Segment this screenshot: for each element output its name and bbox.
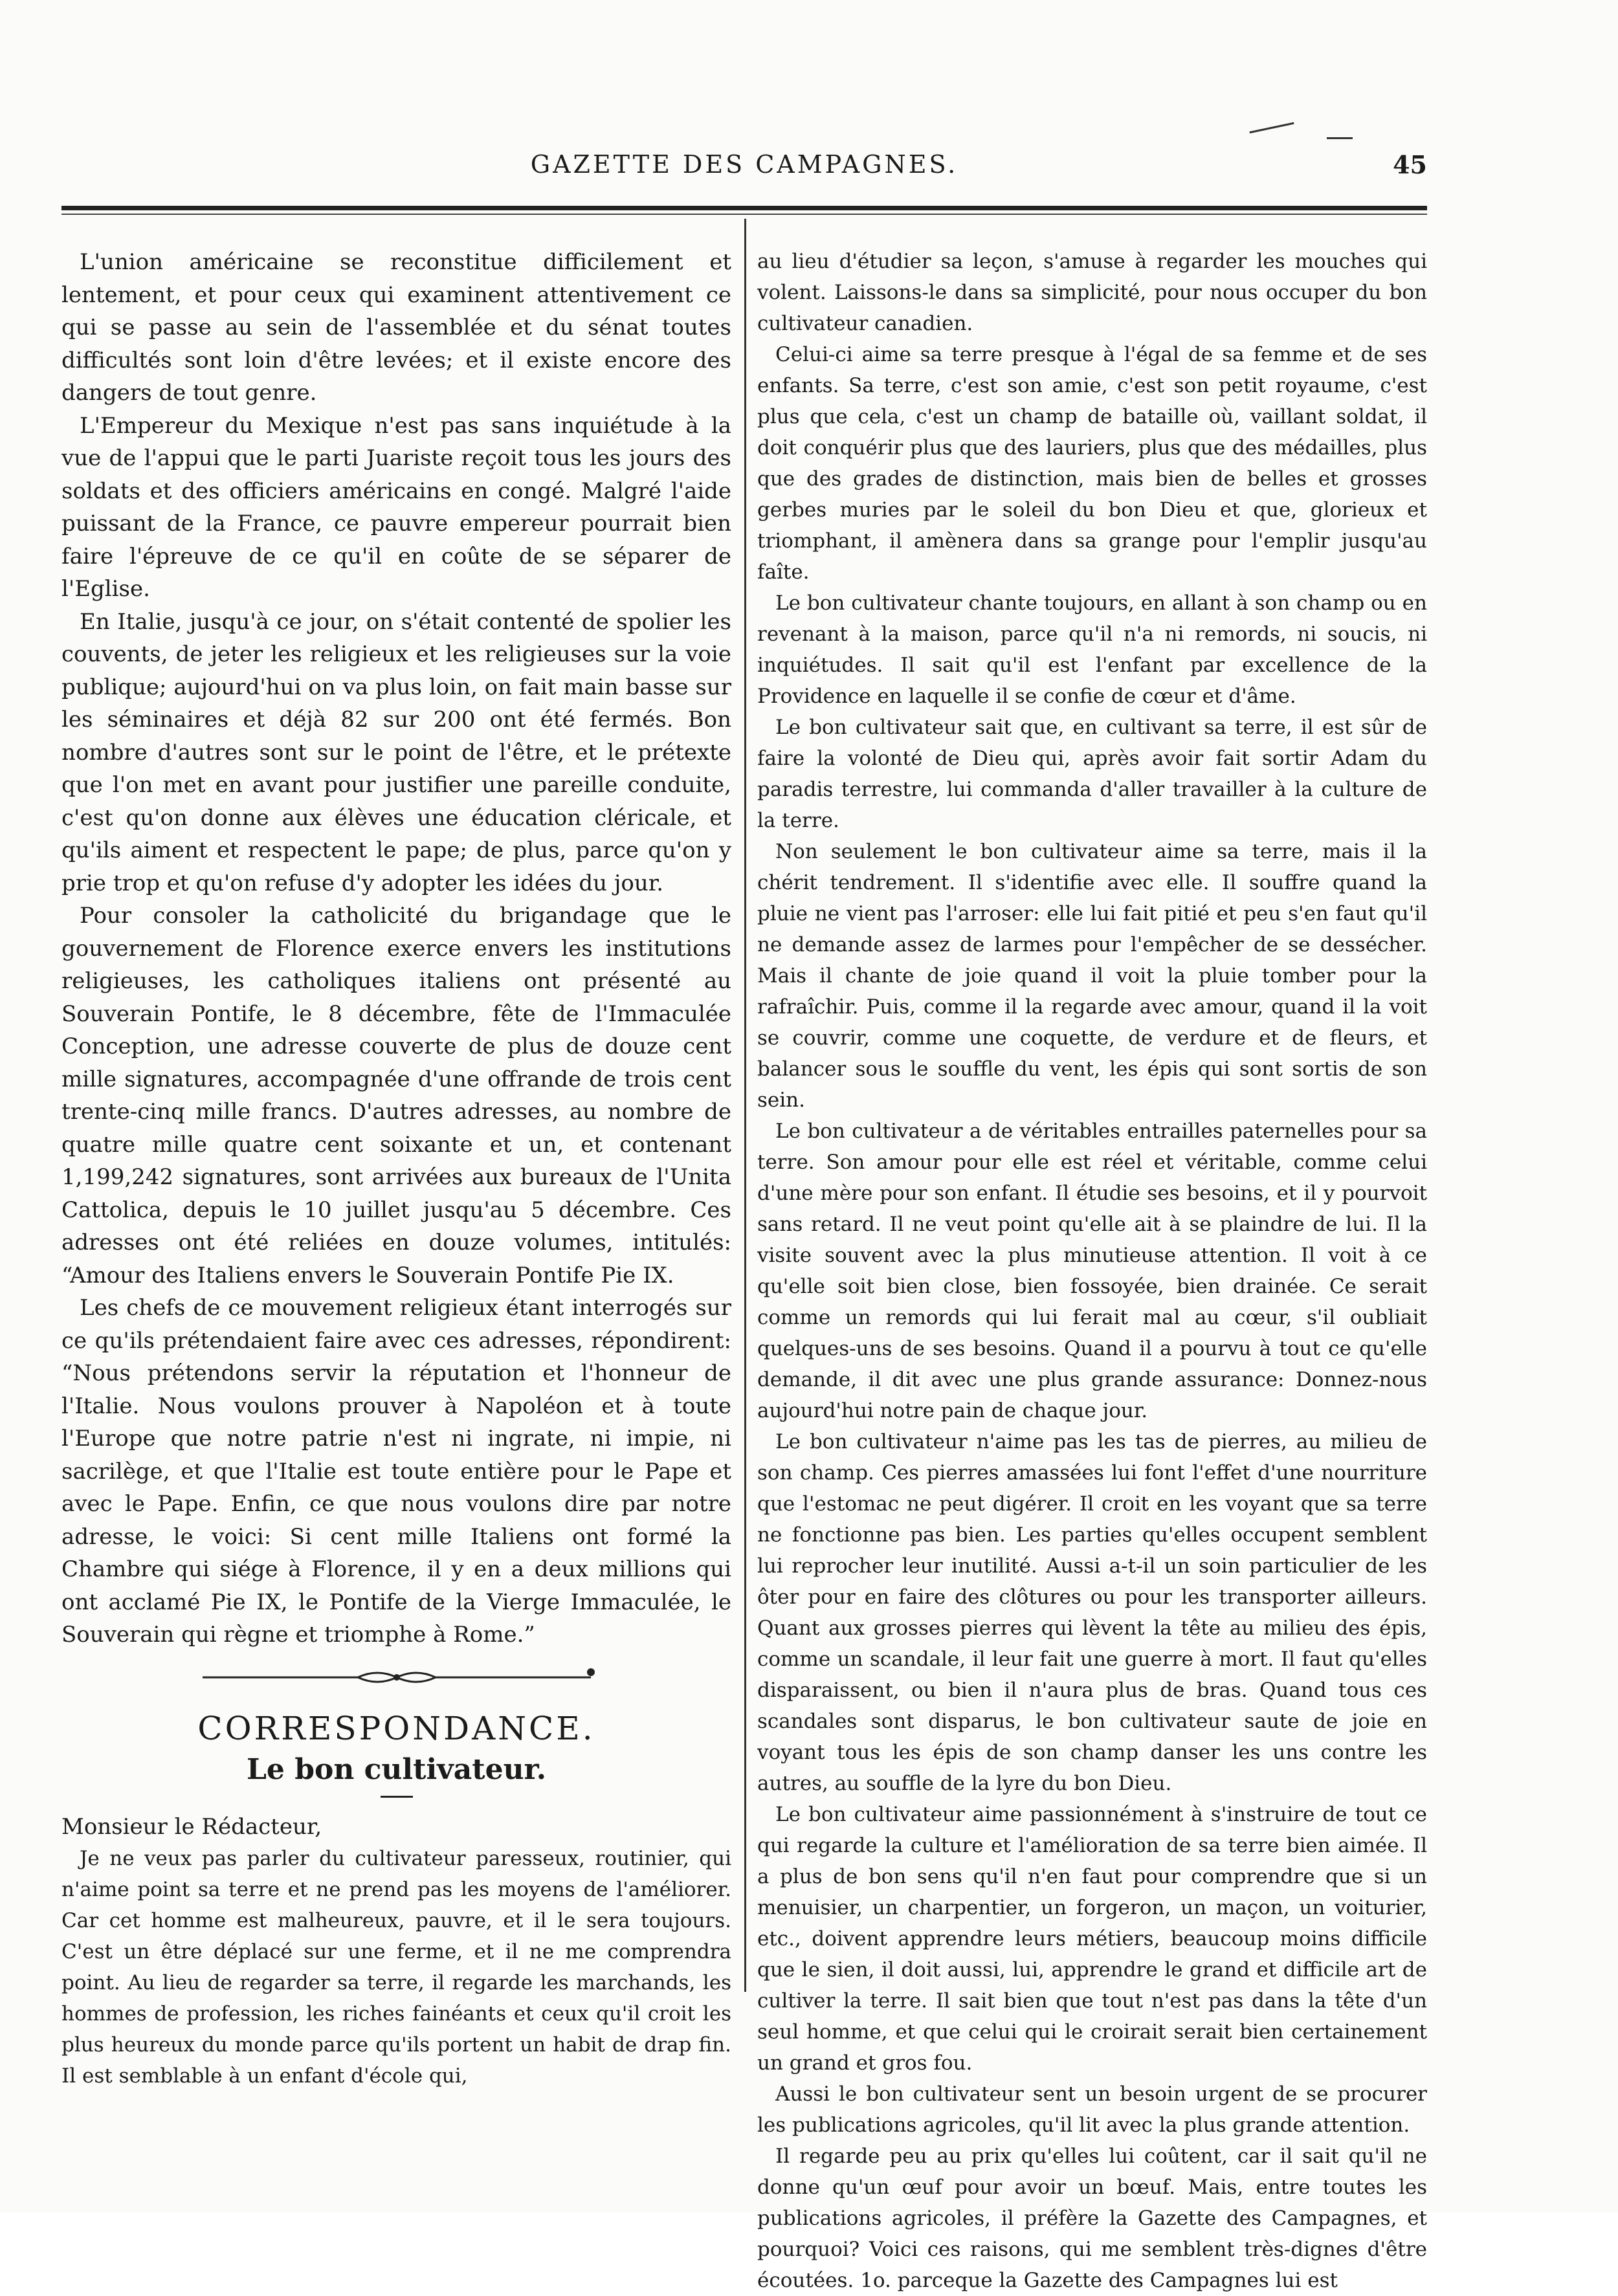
page-number: 45 <box>1393 150 1427 179</box>
letter-paragraph: Je ne veux pas parler du cultivateur paresseux, routinier, qui n'aime point sa terre et ne prend pas les moyens de l'améliorer. Car cet homme est malheureux, pauvre, et il le sera toujours. C'est un être déplacé sur une ferme, et il ne me comprendra point. Au lieu de regarder sa terre, il regarde les marchands, les hommes de profession, les riches fainéants et ceux qu'il croit les plus heureux du monde parce qu'ils portent un habit de drap fin. Il est semblable à un enfant d'école qui, <box>61 1847 731 2088</box>
letter-paragraph: Aussi le bon cultivateur sent un besoin urgent de se procurer les publications agricoles, qu'il lit avec la plus grande attention. <box>757 2082 1427 2137</box>
letter-paragraph: Non seulement le bon cultivateur aime sa terre, mais il la chérit tendrement. Il s'identifie avec elle. Il souffre quand la pluie ne vient pas l'arroser: elle lui fait pitié et peu s'en faut qu'il ne demande assez de larmes pour l'empêcher de se dessécher. Mais il chante de joie quand il voit la pluie tomber pour la rafraîchir. Puis, comme il la regarde avec amour, quand il la voit se couvrir, comme une coquette, de verdure et de fleurs, et balancer sous le souffle du vent, les épis qui sont sortis de son sein. <box>757 840 1427 1112</box>
header-rule-thin <box>61 214 1427 215</box>
right-column <box>757 246 1427 2296</box>
page-header <box>61 150 1427 189</box>
column-divider <box>744 219 746 1992</box>
letter-paragraph: Il regarde peu au prix qu'elles lui coûtent, car il sait qu'il ne donne qu'un œuf pour avoir un bœuf. Mais, entre toutes les publications agricoles, il préfère la Gazette des Campagnes, et pourquoi? Voici ces raisons, qui me semblent très-dignes d'être écoutées. 1o. parceque la Gazette des Campagnes lui est <box>757 2145 1427 2292</box>
ink-mark <box>1249 122 1294 133</box>
news-paragraph: L'union américaine se reconstitue difficilement et lentement, et pour ceux qui examinent attentivement ce qui se passe au sein de l'assemblée et du sénat toutes difficultés sont loin d'être levées; et il existe encore des dangers de tout genre. <box>61 249 731 406</box>
section-heading: CORRESPONDANCE. <box>197 1709 595 1747</box>
letter-paragraph: Le bon cultivateur n'aime pas les tas de pierres, au milieu de son champ. Ces pierres amassées lui font l'effet d'une nourriture que l'estomac ne peut digérer. Il croit en les voyant que sa terre ne fonctionne pas bien. Les parties qu'elles occupent semblent lui reprocher leur inutilité. Aussi a-t-il un soin particulier de les ôter pour en faire des clôtures ou pour les transporter ailleurs. Quant aux grosses pierres qui lèvent la tête au milieu des épis, comme un scandale, il leur fait une guerre à mort. Il faut qu'elles disparaissent, ou bien il n'aura plus de bras. Quand tous ces scandales sont disparus, le bon cultivateur saute de joie en voyant tous les épis de son champ danser les uns contre les autres, au souffle de la lyre du bon Dieu. <box>757 1430 1427 1795</box>
letter-paragraph: au lieu d'étudier sa leçon, s'amuse à regarder les mouches qui volent. Laissons-le dans sa simplicité, pour nous occuper du bon cultivateur canadien. <box>757 250 1427 335</box>
letter-paragraph: Le bon cultivateur aime passionnément à s'instruire de tout ce qui regarde la culture et l'amélioration de sa terre bien aimée. Il a plus de bon sens qu'il n'en faut pour comprendre que si un menuisier, un charpentier, un forgeron, un maçon, un voiturier, etc., doivent apprendre leurs métiers, beaucoup moins difficile que le sien, il doit aussi, lui, apprendre le grand et difficile art de cultiver la terre. Il sait bien que tout n'est pas dans la tête d'un seul homme, et que celui qui le croirait serait bien certainement un grand et gros fou. <box>757 1803 1427 2075</box>
letter-paragraph: Le bon cultivateur a de véritables entrailles paternelles pour sa terre. Son amour pour elle est réel et véritable, comme celui d'une mère pour son enfant. Il étudie ses besoins, et il y pourvoit sans retard. Il ne veut point qu'elle ait à se plaindre de lui. Il la visite souvent avec la plus minutieuse attention. Il voit à ce qu'elle soit bien close, bien fossoyée, bien drainée. Ce serait comme un remords qui lui ferait mal au cœur, s'il oubliait quelques-uns de ses besoins. Quand il a pourvu à tout ce qu'elle demande, il dit avec une plus grande assurance: Donnez-nous aujourd'hui notre pain de chaque jour. <box>757 1120 1427 1422</box>
article-title: Le bon cultivateur. <box>246 1753 547 1786</box>
ornament-divider <box>196 1668 597 1686</box>
header-rule-thick <box>61 206 1427 210</box>
salutation: Monsieur le Rédacteur, <box>61 1813 322 1840</box>
left-column <box>61 246 731 2092</box>
letter-paragraph: Celui-ci aime sa terre presque à l'égal de sa femme et de ses enfants. Sa terre, c'est son amie, c'est son petit royaume, c'est plus que cela, c'est un champ de bataille où, vaillant soldat, il doit conquérir plus que des lauriers, plus que des médailles, plus que des grades de distinction, mais bien de belles et grosses gerbes muries par le soleil du bon Dieu et que, glorieux et triomphant, il amènera dans sa grange pour l'emplir jusqu'au faîte. <box>757 343 1427 584</box>
news-paragraph: Pour consoler la catholicité du brigandage que le gouvernement de Florence exerce envers les institutions religieuses, les catholiques italiens ont présenté au Souverain Pontife, le 8 décembre, fête de l'Immaculée Conception, une adresse couverte de plus de douze cent mille signatures, accompagnée d'une offrande de trois cent trente-cinq mille francs. D'autres adresses, au nombre de quatre mille quatre cent soixante et un, et contenant 1,199,242 signatures, sont arrivées aux bureaux de l'Unita Cattolica, depuis le 10 juillet jusqu'au 5 décembre. Ces adresses ont été reliées en douze volumes, intitulés: “Amour des Italiens envers le Souverain Pontife Pie IX. <box>61 903 731 1288</box>
section-heading-block <box>61 1668 731 1798</box>
news-paragraph: En Italie, jusqu'à ce jour, on s'était contenté de spolier les couvents, de jeter les religieux et les religieuses sur la voie publique; aujourd'hui on va plus loin, on fait main basse sur les séminaires et déjà 82 sur 200 ont été fermés. Bon nombre d'autres sont sur le point de l'être, et le prétexte que l'on met en avant pour justifier une pareille conduite, c'est qu'on donne aux élèves une éducation cléricale, et qu'ils aiment et respectent le pape; de plus, parce qu'on y prie trop et qu'on refuse d'y adopter les idées du jour. <box>61 608 731 896</box>
title-dash <box>381 1796 413 1798</box>
news-paragraph: L'Empereur du Mexique n'est pas sans inquiétude à la vue de l'appui que le parti Juariste reçoit tous les jours des soldats et des officiers américains en congé. Malgré l'aide puissant de la France, ce pauvre empereur pourrait bien faire l'épreuve de ce qu'il en coûte de se séparer de l'Eglise. <box>61 412 731 602</box>
news-paragraph: Les chefs de ce mouvement religieux étant interrogés sur ce qu'ils prétendaient faire avec ces adresses, répondirent: “Nous prétendons servir la réputation et l'honneur de l'Italie. Nous voulons prouver à Napoléon et à toute l'Europe que notre patrie n'est ni ingrate, ni impie, ni sacrilège, et que l'Italie est toute entière pour le Pape et avec le Pape. Enfin, ce que nous voulons dire par notre adresse, le voici: Si cent mille Italiens ont formé la Chambre qui siége à Florence, il y en a deux millions qui ont acclamé Pie IX, le Pontife de la Vierge Immaculée, le Souverain qui règne et triomphe à Rome.” <box>61 1295 731 1648</box>
letter-paragraph: Le bon cultivateur chante toujours, en allant à son champ ou en revenant à la maison, parce qu'il n'a ni remords, ni soucis, ni inquiétudes. Il sait qu'il est l'enfant par excellence de la Providence en laquelle il se confie de cœur et d'âme. <box>757 591 1427 708</box>
running-title: GAZETTE DES CAMPAGNES. <box>530 150 959 179</box>
ink-mark <box>1327 137 1353 139</box>
letter-paragraph: Le bon cultivateur sait que, en cultivant sa terre, il est sûr de faire la volonté de Dieu qui, après avoir fait sortir Adam du paradis terrestre, lui commanda d'aller travailler à la culture de la terre. <box>757 716 1427 832</box>
